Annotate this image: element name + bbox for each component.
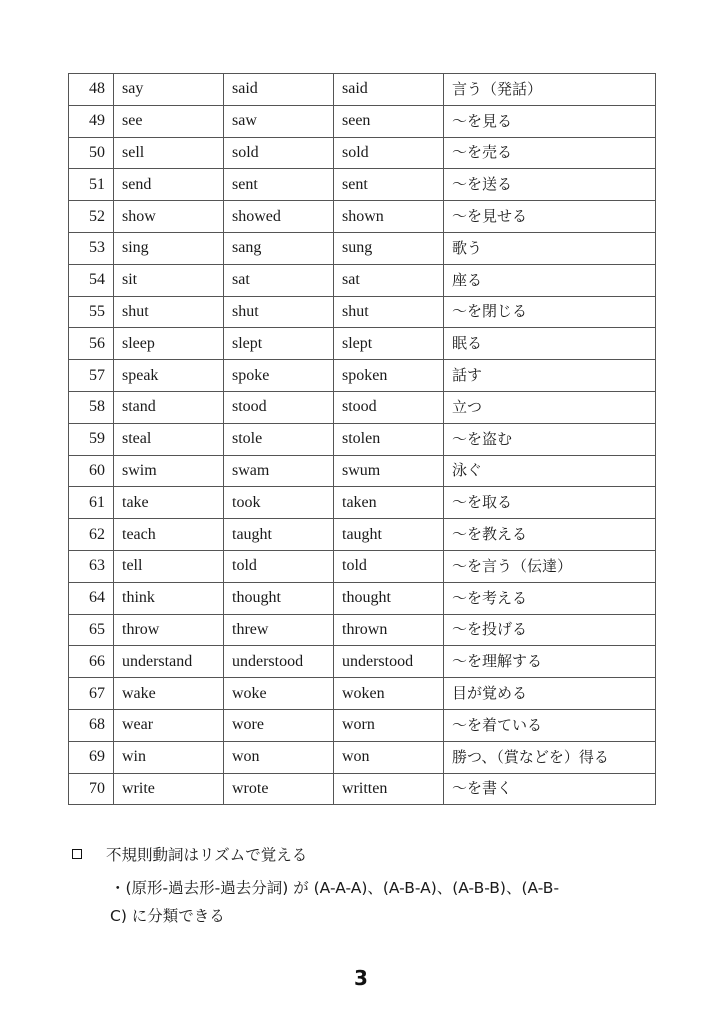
base-form: speak — [114, 360, 224, 392]
base-form: see — [114, 105, 224, 137]
japanese-meaning: ～を送る — [444, 169, 656, 201]
japanese-meaning: 眠る — [444, 328, 656, 360]
past-participle: stood — [334, 391, 444, 423]
verb-number: 62 — [69, 519, 114, 551]
japanese-meaning: 座る — [444, 264, 656, 296]
japanese-meaning: 言う（発話） — [444, 74, 656, 106]
past-form: understood — [224, 646, 334, 678]
japanese-meaning: ～を見せる — [444, 201, 656, 233]
table-row — [69, 709, 656, 741]
base-form: sing — [114, 232, 224, 264]
past-participle: thought — [334, 582, 444, 614]
past-participle: sent — [334, 169, 444, 201]
past-form: said — [224, 74, 334, 106]
past-participle: swum — [334, 455, 444, 487]
past-form: took — [224, 487, 334, 519]
base-form: win — [114, 741, 224, 773]
table-row — [69, 137, 656, 169]
table-row — [69, 169, 656, 201]
irregular-verb-table — [68, 73, 656, 805]
past-participle: won — [334, 741, 444, 773]
page-number: 3 — [354, 966, 368, 990]
table-row — [69, 391, 656, 423]
past-form: slept — [224, 328, 334, 360]
table-row — [69, 423, 656, 455]
verb-number: 48 — [69, 74, 114, 106]
base-form: understand — [114, 646, 224, 678]
table-row — [69, 614, 656, 646]
base-form: sleep — [114, 328, 224, 360]
verb-number: 52 — [69, 201, 114, 233]
japanese-meaning: ～を考える — [444, 582, 656, 614]
base-form: write — [114, 773, 224, 805]
past-form: stood — [224, 391, 334, 423]
verb-table-body — [69, 74, 656, 805]
table-row — [69, 74, 656, 106]
base-form: sell — [114, 137, 224, 169]
japanese-meaning: ～を理解する — [444, 646, 656, 678]
past-form: sold — [224, 137, 334, 169]
japanese-meaning: 歌う — [444, 232, 656, 264]
table-row — [69, 264, 656, 296]
past-form: sang — [224, 232, 334, 264]
past-participle: told — [334, 550, 444, 582]
japanese-meaning: ～を見る — [444, 105, 656, 137]
past-form: woke — [224, 678, 334, 710]
base-form: take — [114, 487, 224, 519]
verb-number: 55 — [69, 296, 114, 328]
verb-number: 65 — [69, 614, 114, 646]
past-form: showed — [224, 201, 334, 233]
table-row — [69, 296, 656, 328]
table-row — [69, 360, 656, 392]
table-row — [69, 455, 656, 487]
table-row — [69, 232, 656, 264]
past-participle: sold — [334, 137, 444, 169]
japanese-meaning: ～を言う（伝達） — [444, 550, 656, 582]
note-line-1: ・(原形-過去形-過去分詞) が (A-A-A)、(A-B-A)、(A-B-B)、(A-B- — [110, 879, 560, 897]
past-participle: stolen — [334, 423, 444, 455]
past-participle: sung — [334, 232, 444, 264]
verb-number: 50 — [69, 137, 114, 169]
japanese-meaning: ～を着ている — [444, 709, 656, 741]
base-form: say — [114, 74, 224, 106]
verb-number: 61 — [69, 487, 114, 519]
past-form: sat — [224, 264, 334, 296]
verb-number: 66 — [69, 646, 114, 678]
past-participle: sat — [334, 264, 444, 296]
verb-number: 64 — [69, 582, 114, 614]
base-form: steal — [114, 423, 224, 455]
verb-number: 69 — [69, 741, 114, 773]
verb-number: 57 — [69, 360, 114, 392]
table-row — [69, 201, 656, 233]
table-row — [69, 678, 656, 710]
past-participle: spoken — [334, 360, 444, 392]
past-form: saw — [224, 105, 334, 137]
past-form: threw — [224, 614, 334, 646]
base-form: send — [114, 169, 224, 201]
table-row — [69, 582, 656, 614]
note-heading: 不規則動詞はリズムで覚える — [106, 846, 308, 864]
verb-number: 63 — [69, 550, 114, 582]
japanese-meaning: ～を投げる — [444, 614, 656, 646]
japanese-meaning: ～を売る — [444, 137, 656, 169]
base-form: wake — [114, 678, 224, 710]
past-participle: taught — [334, 519, 444, 551]
past-participle: shown — [334, 201, 444, 233]
base-form: shut — [114, 296, 224, 328]
japanese-meaning: ～を閉じる — [444, 296, 656, 328]
base-form: swim — [114, 455, 224, 487]
verb-number: 51 — [69, 169, 114, 201]
past-participle: written — [334, 773, 444, 805]
japanese-meaning: 話す — [444, 360, 656, 392]
past-participle: shut — [334, 296, 444, 328]
verb-number: 67 — [69, 678, 114, 710]
japanese-meaning: ～を盗む — [444, 423, 656, 455]
past-form: shut — [224, 296, 334, 328]
past-form: wore — [224, 709, 334, 741]
base-form: throw — [114, 614, 224, 646]
japanese-meaning: 立つ — [444, 391, 656, 423]
verb-number: 68 — [69, 709, 114, 741]
past-participle: slept — [334, 328, 444, 360]
table-row — [69, 487, 656, 519]
japanese-meaning: ～を書く — [444, 773, 656, 805]
past-form: thought — [224, 582, 334, 614]
table-row — [69, 646, 656, 678]
japanese-meaning: ～を取る — [444, 487, 656, 519]
past-form: taught — [224, 519, 334, 551]
verb-number: 56 — [69, 328, 114, 360]
verb-number: 58 — [69, 391, 114, 423]
past-form: spoke — [224, 360, 334, 392]
verb-number: 53 — [69, 232, 114, 264]
base-form: sit — [114, 264, 224, 296]
past-form: swam — [224, 455, 334, 487]
base-form: stand — [114, 391, 224, 423]
table-row — [69, 741, 656, 773]
japanese-meaning: 泳ぐ — [444, 455, 656, 487]
base-form: tell — [114, 550, 224, 582]
past-participle: worn — [334, 709, 444, 741]
verb-number: 70 — [69, 773, 114, 805]
verb-number: 54 — [69, 264, 114, 296]
past-participle: thrown — [334, 614, 444, 646]
past-form: told — [224, 550, 334, 582]
checkbox-square-icon — [72, 849, 82, 859]
past-participle: understood — [334, 646, 444, 678]
table-row — [69, 105, 656, 137]
past-form: wrote — [224, 773, 334, 805]
past-form: sent — [224, 169, 334, 201]
base-form: teach — [114, 519, 224, 551]
table-row — [69, 550, 656, 582]
past-participle: seen — [334, 105, 444, 137]
table-row — [69, 519, 656, 551]
verb-number: 49 — [69, 105, 114, 137]
table-row — [69, 328, 656, 360]
past-participle: woken — [334, 678, 444, 710]
verb-number: 60 — [69, 455, 114, 487]
past-form: stole — [224, 423, 334, 455]
past-form: won — [224, 741, 334, 773]
table-row — [69, 773, 656, 805]
base-form: wear — [114, 709, 224, 741]
japanese-meaning: 目が覚める — [444, 678, 656, 710]
past-participle: taken — [334, 487, 444, 519]
note-line-2: C) に分類できる — [110, 907, 225, 925]
past-participle: said — [334, 74, 444, 106]
japanese-meaning: ～を教える — [444, 519, 656, 551]
base-form: show — [114, 201, 224, 233]
verb-number: 59 — [69, 423, 114, 455]
japanese-meaning: 勝つ、（賞などを）得る — [444, 741, 656, 773]
base-form: think — [114, 582, 224, 614]
